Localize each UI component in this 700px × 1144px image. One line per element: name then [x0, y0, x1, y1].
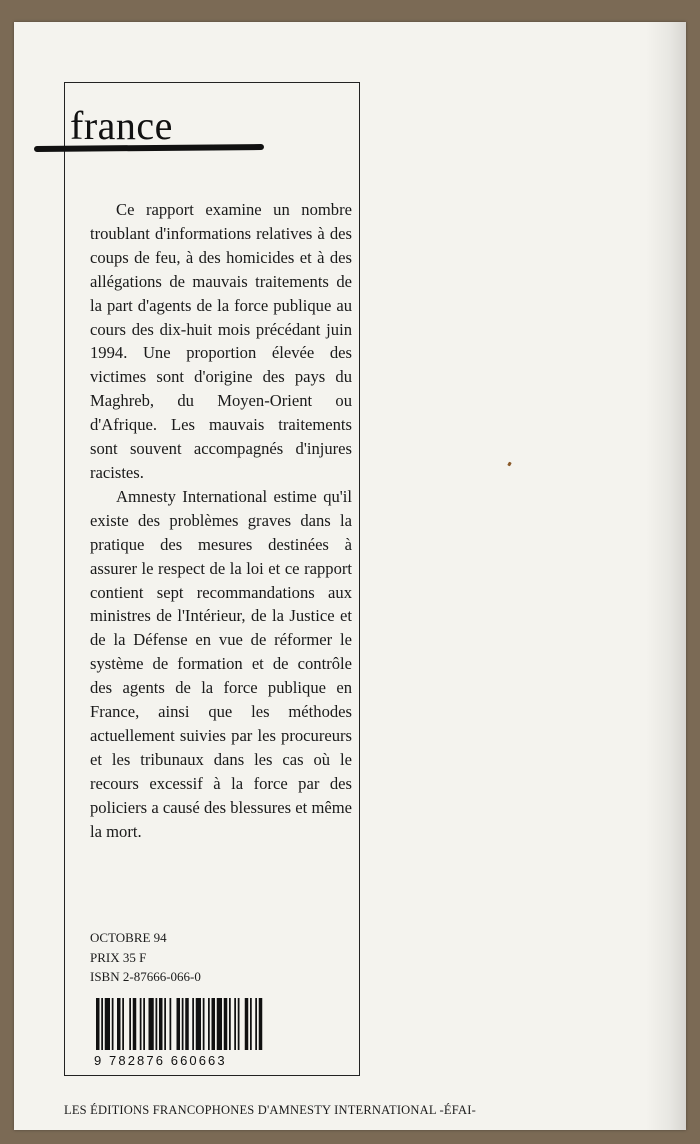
barcode-number: 9 782876 660663	[94, 1053, 227, 1068]
barcode-bar	[159, 998, 163, 1050]
barcode-bar	[182, 998, 184, 1050]
barcode-bar	[140, 998, 142, 1050]
barcode-bar	[101, 998, 103, 1050]
publication-date: OCTOBRE 94	[90, 930, 167, 945]
price: PRIX 35 F	[90, 949, 147, 965]
publication-info	[90, 928, 201, 987]
barcode-bar	[122, 998, 124, 1050]
barcode-bar	[143, 998, 145, 1050]
barcode	[94, 998, 266, 1068]
barcode-bar	[208, 998, 210, 1050]
publisher-line: LES ÉDITIONS FRANCOPHONES D'AMNESTY INTERNATIONAL -ÉFAI-	[64, 1103, 476, 1117]
barcode-bar	[149, 998, 154, 1050]
barcode-bar	[234, 998, 236, 1050]
barcode-bar	[164, 998, 166, 1050]
barcode-bar	[203, 998, 205, 1050]
summary-paragraph-2: Amnesty International estime qu'il existe des problèmes graves dans la pratique des mesures destinées à assurer le respect de la loi et ce rapport contient sept recommandations aux ministres de l'Intérieur, de la Justice et de la Défense en vue de réformer le système de formation et de contrôle des agents de la force publique en France, ainsi que les méthodes actuellement suivies par les procureurs et les tribunaux dans les cas où le recours excessif à la force par des policiers a causé des blessures et même la mort.	[90, 486, 352, 841]
barcode-bar	[185, 998, 189, 1050]
barcode-bar	[170, 998, 172, 1050]
barcode-bar	[245, 998, 249, 1050]
paper-speck	[507, 462, 512, 467]
barcode-bar	[196, 998, 201, 1050]
isbn: ISBN 2-87666-066-0	[90, 969, 201, 984]
barcode-bar	[259, 998, 263, 1050]
barcode-bar	[238, 998, 240, 1050]
barcode-bar	[229, 998, 231, 1050]
barcode-bar	[129, 998, 131, 1050]
barcode-bar	[250, 998, 252, 1050]
summary-text	[90, 198, 352, 843]
barcode-bar	[133, 998, 137, 1050]
barcode-bar	[112, 998, 114, 1050]
barcode-bar	[224, 998, 228, 1050]
barcode-bar	[177, 998, 181, 1050]
barcode-bar	[192, 998, 194, 1050]
barcode-bar	[117, 998, 121, 1050]
barcode-bar	[105, 998, 110, 1050]
back-cover	[14, 22, 686, 1130]
summary-paragraph-1: Ce rapport examine un nombre troublant d'informations relatives à des coups de feu, à des homicides et à des allégations de mauvais traitements de la part d'agents de la force publique au cours des dix-huit mois précédant juin 1994. Une proportion élevée des victimes sont d'origine des pays du Maghreb, du Moyen-Orient ou d'Afrique. Les mauvais traitements sont souvent accompagnés d'injures racistes.	[90, 200, 352, 482]
barcode-bar	[212, 998, 216, 1050]
cover-title: france	[70, 103, 173, 148]
barcode-bars	[94, 998, 266, 1052]
barcode-bar	[217, 998, 222, 1050]
barcode-bar	[255, 998, 257, 1050]
barcode-bar	[96, 998, 100, 1050]
barcode-bar	[156, 998, 158, 1050]
